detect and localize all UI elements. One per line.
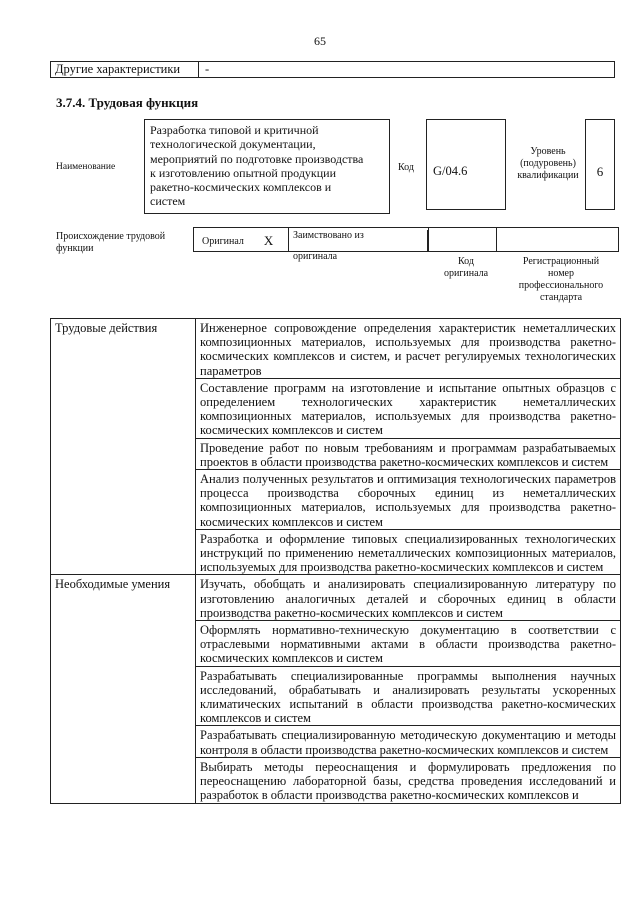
table-cell: Разработка и оформление типовых специализированных технологических инструкций по применению неметаллических композиционных материалов, используемых для производства ракетно-космических комплексов и систем bbox=[196, 529, 621, 575]
page-number: 65 bbox=[314, 34, 326, 48]
table-cell: Изучать, обобщать и анализировать специализированную литературу по изготовлению аналогичных деталей и сборочных единиц в области производства ракетно-космических комплексов и систем bbox=[196, 575, 621, 621]
caption-line: Код bbox=[458, 256, 474, 267]
function-code: G/04.6 bbox=[433, 164, 468, 178]
table-cell: Разрабатывать специализированную методическую документацию и методы контроля в области производства ракетно-космических комплексов и систем bbox=[196, 726, 621, 757]
function-details-table bbox=[50, 318, 621, 804]
table-cell: Инженерное сопровождение определения характеристик неметаллических композиционных материалов, используемых для производства ракетно-космических комплексов и систем, и расчет регулируемых технологических параметров bbox=[196, 319, 621, 379]
borrowed-label-line: оригинала bbox=[293, 251, 338, 262]
function-name-box bbox=[144, 119, 390, 214]
level-label-line: квалификации bbox=[517, 170, 579, 181]
level-label-line: Уровень bbox=[530, 146, 566, 157]
code-original-caption bbox=[432, 256, 500, 280]
table-cell: Оформлять нормативно-техническую документацию в соответствии с отраслевыми нормативными актами в области производства ракетно-космических комплексов и систем bbox=[196, 621, 621, 667]
level-label-line: (подуровень) bbox=[520, 158, 576, 169]
level-label bbox=[508, 146, 588, 182]
section-title: 3.7.4. Трудовая функция bbox=[56, 95, 199, 110]
function-name-line: ракетно-космических комплексов и bbox=[150, 180, 332, 195]
function-name-line: к изготовлению опытной продукции bbox=[150, 165, 337, 180]
table-cell: Разрабатывать специализированные программы выполнения научных исследований, обрабатывать и анализировать результаты ускоренных климатических испытаний в области производства ракетно-космических комплексов и систем bbox=[196, 666, 621, 726]
function-name-line: Разработка типовой и критичной bbox=[150, 123, 319, 137]
table-cell: Составление программ на изготовление и испытание опытных образцов с определением технологических характеристик неметаллических композиционных материалов, используемых для производства ракетно-космических комплексов и систем bbox=[196, 378, 621, 438]
original-cell bbox=[194, 228, 289, 251]
original-mark: X bbox=[263, 233, 274, 248]
level-value: 6 bbox=[596, 164, 604, 179]
caption-line: Регистрационный bbox=[522, 256, 600, 267]
origin-label-line: функции bbox=[56, 242, 94, 254]
borrowed-label-line: Заимствовано из bbox=[293, 230, 428, 251]
origin-label-line: Происхождение трудовой bbox=[56, 231, 166, 242]
caption-line: оригинала bbox=[443, 268, 489, 279]
level-box bbox=[585, 119, 615, 210]
code-label: Код bbox=[398, 162, 414, 173]
borrowed-cell bbox=[289, 228, 429, 262]
table-cell: Выбирать методы переоснащения и формулировать предложения по переоснащению лабораторной базы, средства проведения исследований и разработок в области производства ракетно-космических комплексов и bbox=[196, 757, 621, 803]
table-cell: Проведение работ по новым требованиям и программам разрабатываемых проектов в области производства ракетно-космических комплексов и систем bbox=[196, 438, 621, 469]
reg-number-caption bbox=[502, 256, 620, 304]
function-name-line: мероприятий по подготовке производства bbox=[150, 151, 364, 166]
table-row bbox=[51, 319, 621, 379]
code-box bbox=[426, 119, 506, 210]
origin-label bbox=[56, 231, 186, 254]
other-characteristics-row bbox=[50, 61, 615, 78]
function-name-line: технологической документации, bbox=[150, 137, 316, 152]
name-label: Наименование bbox=[56, 162, 116, 172]
other-characteristics-value: - bbox=[205, 62, 210, 76]
required-skills-header: Необходимые умения bbox=[51, 575, 196, 803]
caption-line: номер bbox=[548, 268, 574, 279]
caption-line: стандарта bbox=[539, 292, 583, 303]
reg-number-cell bbox=[497, 228, 618, 251]
original-label: Оригинал bbox=[202, 236, 244, 247]
table-row bbox=[51, 575, 621, 621]
labor-actions-header: Трудовые действия bbox=[51, 319, 196, 575]
function-name-line: систем bbox=[150, 194, 186, 209]
code-original-cell bbox=[429, 228, 497, 251]
other-characteristics-label: Другие характеристики bbox=[51, 62, 199, 77]
caption-line: профессионального bbox=[518, 280, 604, 291]
table-cell: Анализ полученных результатов и оптимизация технологических параметров процесса производства сборочных единиц из неметаллических композиционных материалов, используемых для производства ракетно-космических комплексов и систем bbox=[196, 470, 621, 530]
